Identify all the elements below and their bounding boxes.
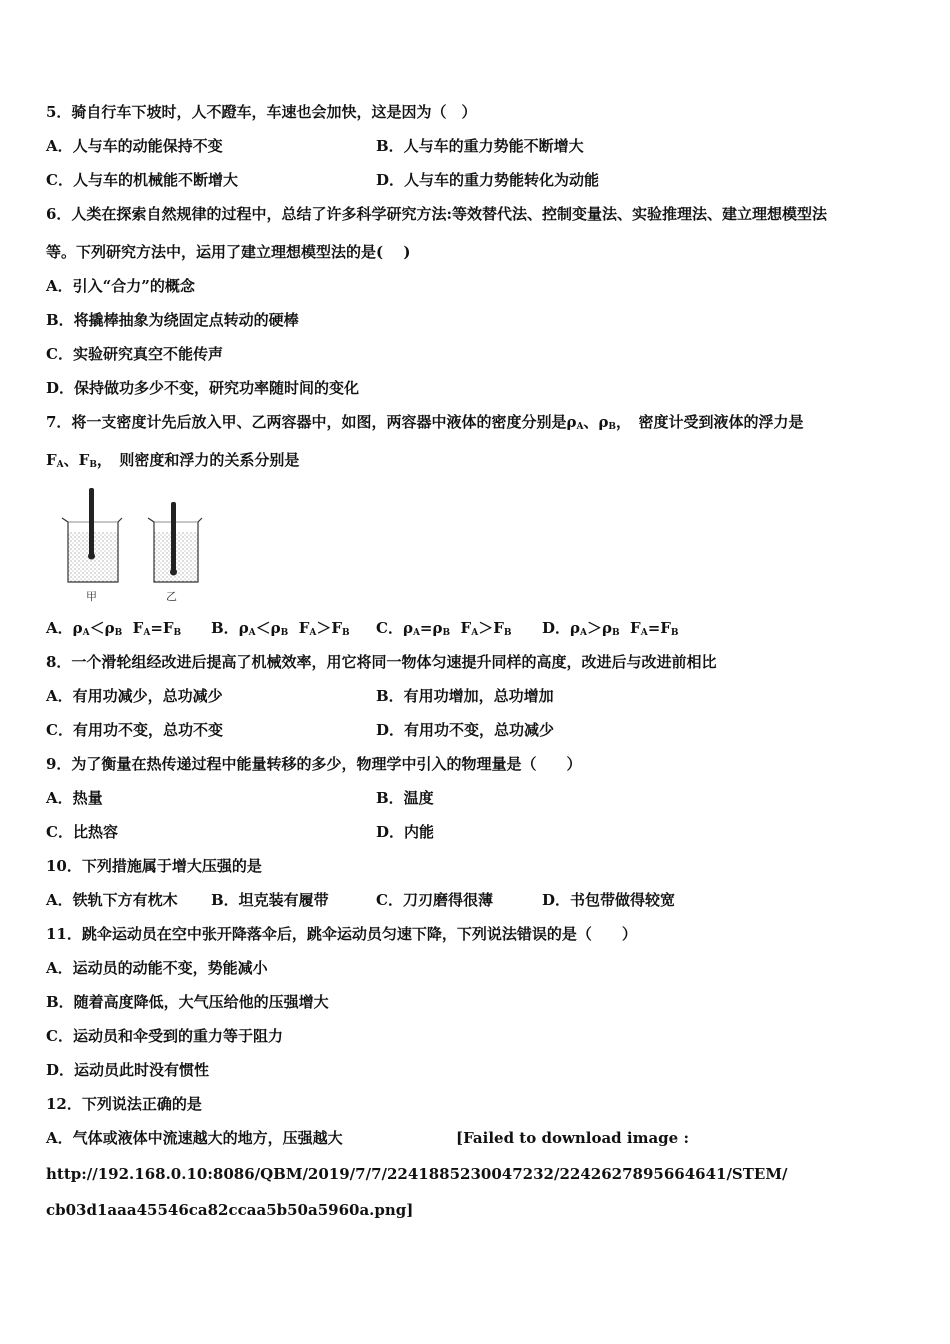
- q9-options-row2: [46, 822, 435, 842]
- q6-option-d[interactable]: D．保持做功多少不变，研究功率随时间的变化: [46, 379, 360, 397]
- q11-option-a[interactable]: A．运动员的动能不变，势能减小: [46, 959, 268, 977]
- q9-option-a[interactable]: A．热量: [46, 789, 103, 807]
- q10-option-c[interactable]: C．刀刃磨得很薄: [376, 891, 493, 909]
- q10-option-a[interactable]: A．铁轨下方有枕木: [46, 891, 178, 909]
- q11-option-c[interactable]: C．运动员和伞受到的重力等于阻力: [46, 1027, 283, 1045]
- q7-stem-line1: 7．将一支密度计先后放入甲、乙两容器中，如图，两容器中液体的密度分别是$\rho_A$、$\rho_B$， 密度计受到液体的浮力是: [46, 413, 804, 432]
- q9-options-row1: [46, 788, 434, 808]
- q6-option-b[interactable]: B．将撬棒抽象为绕固定点转动的硬棒: [46, 311, 299, 329]
- q10-option-b[interactable]: B．坦克装有履带: [211, 891, 329, 909]
- q8-stem: 8．一个滑轮组经改进后提高了机械效率，用它将同一物体匀速提升同样的高度，改进后与改进前相比: [46, 653, 717, 671]
- q12-stem: 12．下列说法正确的是: [46, 1095, 202, 1113]
- q5-option-d[interactable]: D．人与车的重力势能转化为动能: [376, 171, 600, 189]
- q8-options-row1: [46, 686, 554, 706]
- hydrometer-jia: [88, 488, 95, 560]
- q5-option-c[interactable]: C．人与车的机械能不断增大: [46, 171, 238, 189]
- q9-option-d[interactable]: D．内能: [376, 823, 435, 841]
- hydrometer-yi: [170, 502, 177, 576]
- q7-stem-line2: $F_A$、$F_B$， 则密度和浮力的关系分别是: [46, 451, 300, 470]
- q5-options-row1: [46, 136, 584, 156]
- figure-label-jia: 甲: [86, 590, 97, 603]
- q12-option-a-row: [46, 1128, 689, 1148]
- q8-option-a[interactable]: A．有用功减少，总功减少: [46, 687, 223, 705]
- image-error-url: http://192.168.0.10:8086/QBM/2019/7/7/2241885230047232/2242627895664641/STEM/: [46, 1165, 788, 1183]
- q10-option-d[interactable]: D．书包带做得较宽: [542, 891, 676, 909]
- image-load-error: [Failed to download image :: [456, 1129, 689, 1147]
- q11-option-d[interactable]: D．运动员此时没有惯性: [46, 1061, 210, 1079]
- figure-label-yi: 乙: [166, 590, 177, 603]
- q7-option-c[interactable]: C．$\rho_A=\rho_B$ $F_A>F_B$: [376, 619, 512, 638]
- q12-option-a[interactable]: A．气体或液体中流速越大的地方，压强越大: [46, 1129, 343, 1147]
- q8-option-b[interactable]: B．有用功增加，总功增加: [376, 687, 554, 705]
- q6-stem-line2: 等。下列研究方法中，运用了建立理想模型法的是( ): [46, 243, 411, 261]
- q8-option-d[interactable]: D．有用功不变，总功减少: [376, 721, 555, 739]
- image-error-filename: cb03d1aaa45546ca82ccaa5b50a5960a.png]: [46, 1201, 414, 1219]
- q5-stem: 5．骑自行车下坡时，人不蹬车，车速也会加快，这是因为（ ）: [46, 103, 477, 121]
- q8-options-row2: [46, 720, 555, 740]
- q7-hydrometer-figure: [58, 484, 218, 606]
- q10-stem: 10．下列措施属于增大压强的是: [46, 857, 262, 875]
- q7-option-d[interactable]: D．$\rho_A>\rho_B$ $F_A=F_B$: [542, 619, 679, 638]
- q5-option-b[interactable]: B．人与车的重力势能不断增大: [376, 137, 584, 155]
- q9-option-b[interactable]: B．温度: [376, 789, 434, 807]
- q11-option-b[interactable]: B．随着高度降低，大气压给他的压强增大: [46, 993, 329, 1011]
- q6-option-a[interactable]: A．引入“合力”的概念: [46, 277, 195, 295]
- q11-stem: 11．跳伞运动员在空中张开降落伞后，跳伞运动员匀速下降，下列说法错误的是（ ）: [46, 925, 637, 943]
- q9-option-c[interactable]: C．比热容: [46, 823, 118, 841]
- q7-option-b[interactable]: B．$\rho_A<\rho_B$ $F_A>F_B$: [211, 619, 350, 638]
- q7-option-a[interactable]: A．$\rho_A<\rho_B$ $F_A=F_B$: [46, 619, 182, 638]
- q6-option-c[interactable]: C．实验研究真空不能传声: [46, 345, 223, 363]
- q5-option-a[interactable]: A．人与车的动能保持不变: [46, 137, 223, 155]
- q5-options-row2: [46, 170, 600, 190]
- q9-stem: 9．为了衡量在热传递过程中能量转移的多少，物理学中引入的物理量是（ ）: [46, 755, 582, 773]
- q6-stem-line1: 6．人类在探索自然规律的过程中，总结了许多科学研究方法:等效替代法、控制变量法、实验推理法、建立理想模型法: [46, 205, 827, 223]
- q8-option-c[interactable]: C．有用功不变，总功不变: [46, 721, 223, 739]
